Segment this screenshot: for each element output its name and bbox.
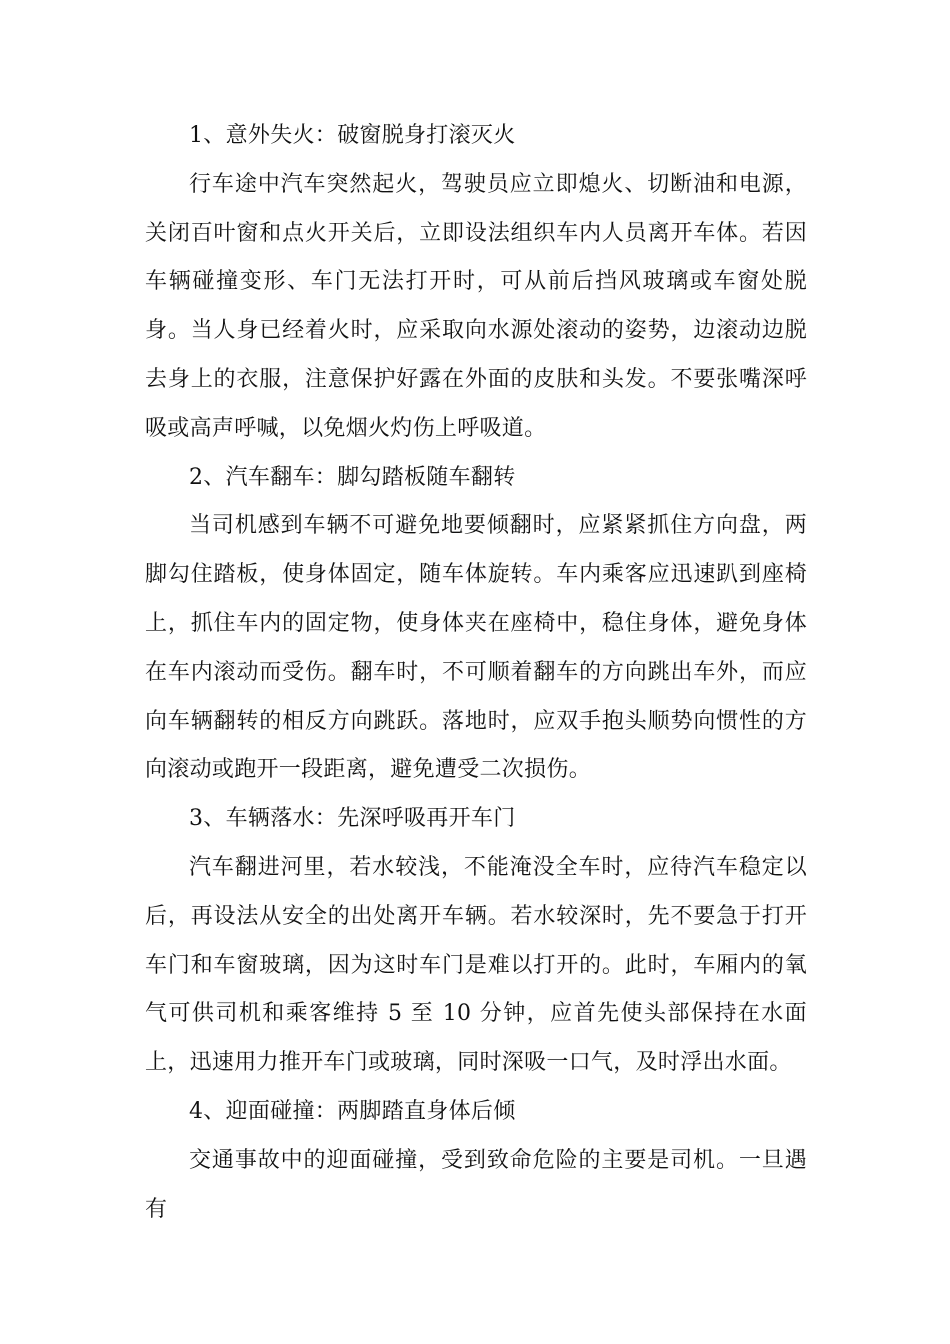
- section-body-fire: 行车途中汽车突然起火，驾驶员应立即熄火、切断油和电源，关闭百叶窗和点火开关后，立即设法组织车内人员离开车体。若因车辆碰撞变形、车门无法打开时，可从前后挡风玻璃或车窗处脱身。当人身已经着火时，应采取向水源处滚动的姿势，边滚动边脱去身上的衣服，注意保护好露在外面的皮肤和头发。不要张嘴深呼吸或高声呼喊，以免烟火灼伤上呼吸道。: [145, 171, 807, 441]
- document-page: [145, 112, 807, 1234]
- section-heading-rollover: 2、汽车翻车：脚勾踏板随车翻转: [189, 464, 516, 490]
- section-heading-fire: 1、意外失火：破窗脱身打滚灭火: [189, 123, 516, 148]
- section-heading-water: 3、车辆落水：先深呼吸再开车门: [189, 806, 516, 832]
- section-body-collision: 交通事故中的迎面碰撞，受到致命危险的主要是司机。一旦遇有: [145, 1147, 807, 1222]
- section-body-water: 汽车翻进河里，若水较浅，不能淹没全车时，应待汽车稳定以后，再设法从安全的出处离开车辆。若水较深时，先不要急于打开车门和车窗玻璃，因为这时车门是难以打开的。此时，车厢内的氧气可供司机和乘客维持 5 至 10 分钟，应首先使头部保持在水面上，迅速用力推开车门或玻璃，同时深吸一口气，及时浮出水面。: [145, 854, 807, 1076]
- section-body-rollover: 当司机感到车辆不可避免地要倾翻时，应紧紧抓住方向盘，两脚勾住踏板，使身体固定，随车体旋转。车内乘客应迅速趴到座椅上，抓住车内的固定物，使身体夹在座椅中，稳住身体，避免身体在车内滚动而受伤。翻车时，不可顺着翻车的方向跳出车外，而应向车辆翻转的相反方向跳跃。落地时，应双手抱头顺势向惯性的方向滚动或跑开一段距离，避免遭受二次损伤。: [145, 513, 807, 783]
- section-heading-collision: 4、迎面碰撞：两脚踏直身体后倾: [189, 1098, 516, 1124]
